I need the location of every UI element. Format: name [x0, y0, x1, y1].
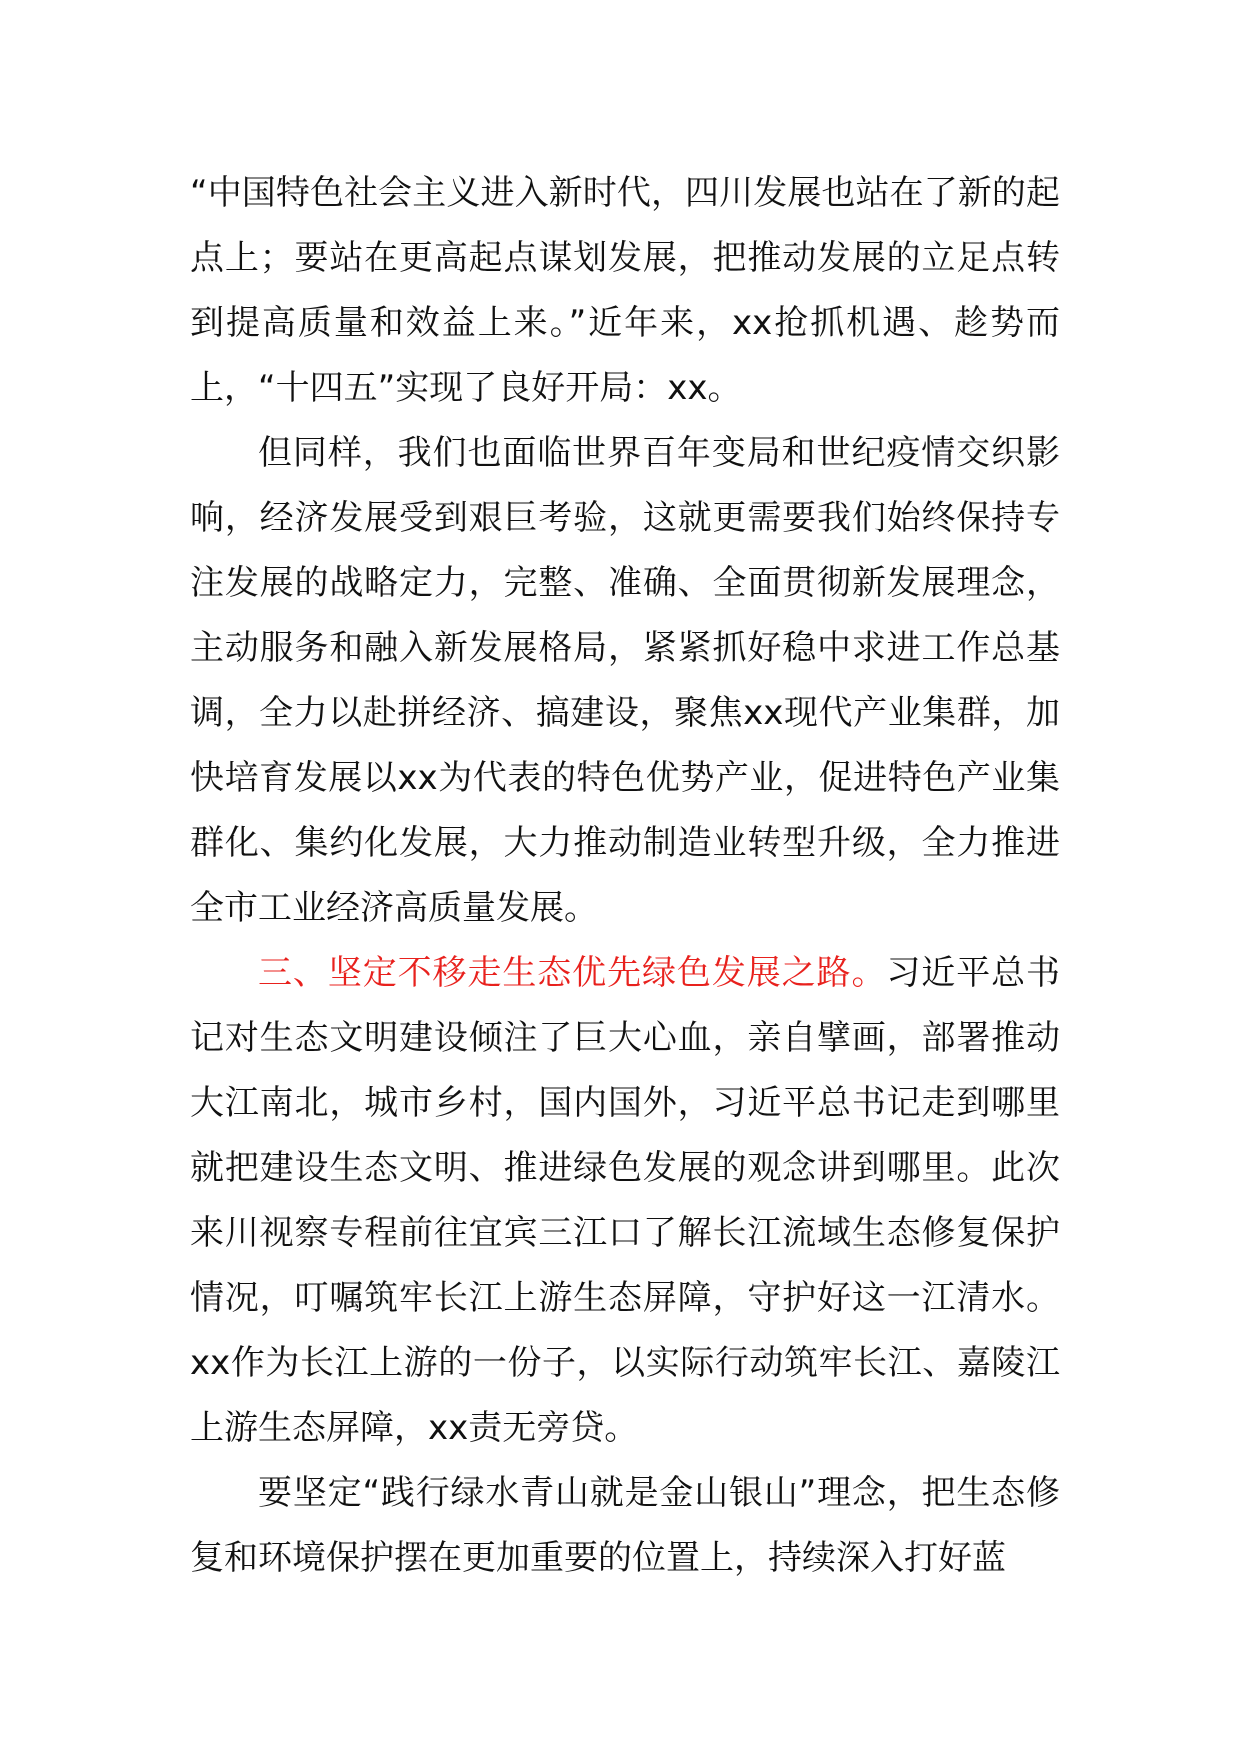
paragraph-2: [190, 421, 1060, 941]
paragraph-4-text: 要坚定“践行绿水青山就是金山银山”理念，把生态修复和环境保护摆在更加重要的位置上，持续深入打好蓝: [190, 1473, 1060, 1578]
paragraph-2-text: 但同样，我们也面临世界百年变局和世纪疫情交织影响，经济发展受到艰巨考验，这就更需要我们始终保持专注发展的战略定力，完整、准确、全面贯彻新发展理念，主动服务和融入新发展格局，紧紧抓好稳中求进工作总基调，全力以赴拼经济、搞建设，聚焦xx现代产业集群，加快培育发展以xx为代表的特色优势产业，促进特色产业集群化、集约化发展，大力推动制造业转型升级，全力推进全市工业经济高质量发展。: [190, 433, 1060, 928]
paragraph-3: [190, 941, 1060, 1461]
section-heading: 三、坚定不移走生态优先绿色发展之路。: [258, 953, 887, 993]
document-body: [190, 161, 1060, 1591]
paragraph-3-text: 习近平总书记对生态文明建设倾注了巨大心血，亲自擘画，部署推动大江南北，城市乡村，国内国外，习近平总书记走到哪里就把建设生态文明、推进绿色发展的观念讲到哪里。此次来川视察专程前往宜宾三江口了解长江流域生态修复保护情况，叮嘱筑牢长江上游生态屏障，守护好这一江清水。xx作为长江上游的一份子，以实际行动筑牢长江、嘉陵江上游生态屏障，xx责无旁贷。: [190, 953, 1061, 1448]
paragraph-1-text: “中国特色社会主义进入新时代，四川发展也站在了新的起点上；要站在更高起点谋划发展，把推动发展的立足点转到提高质量和效益上来。”近年来，xx抢抓机遇、趁势而上，“十四五”实现了良好开局：xx。: [190, 173, 1060, 408]
paragraph-4: [190, 1461, 1060, 1591]
paragraph-1: [190, 161, 1060, 421]
